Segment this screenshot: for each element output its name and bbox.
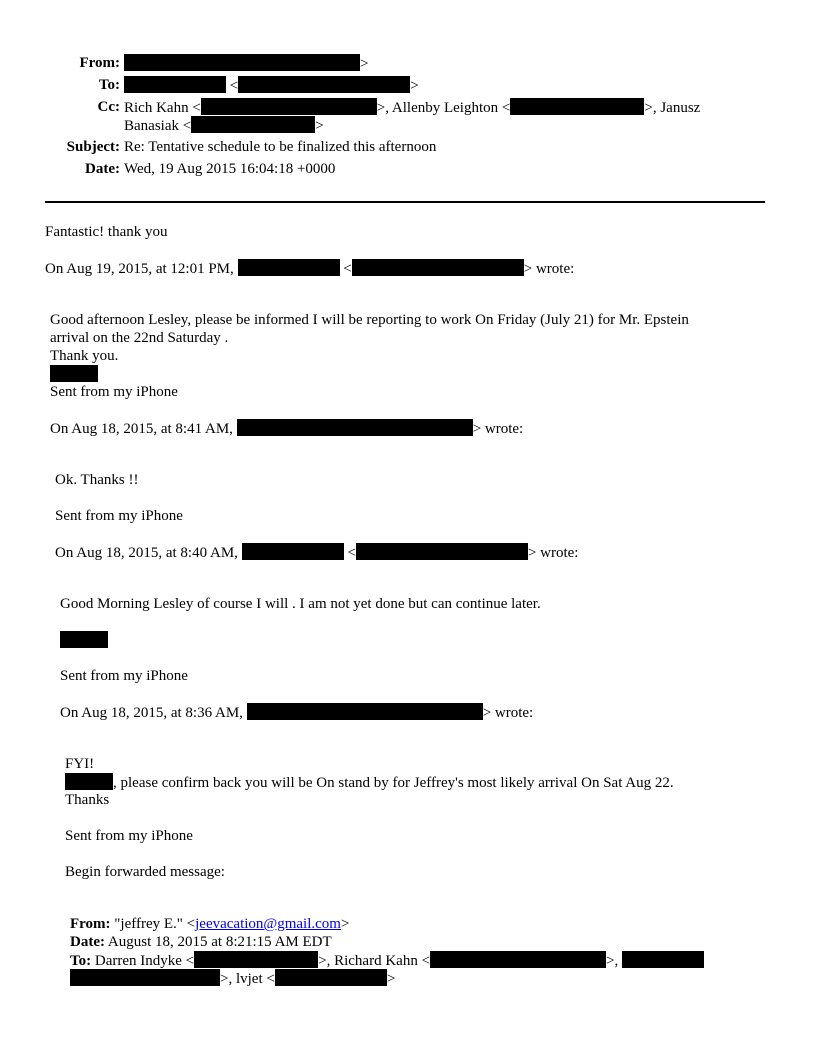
from-label: From:: [79, 55, 120, 71]
redaction: [242, 543, 344, 560]
fwd-to-line2: >, lvjet < >: [70, 969, 395, 988]
redaction: [238, 259, 340, 276]
quote-2-sent: Sent from my iPhone: [55, 508, 183, 524]
fwd-from: From: "jeffrey E." <jeevacation@gmail.com>: [70, 916, 350, 932]
redaction: [237, 419, 473, 436]
quote-4-confirm: , please confirm back you will be On stand by for Jeffrey's most likely arrival On Sat Aug 22.: [65, 773, 674, 792]
redaction: [70, 969, 220, 986]
to-value: < >: [124, 76, 419, 95]
fwd-to: To: Darren Indyke < >, Richard Kahn < >,: [70, 951, 704, 970]
redaction: [50, 365, 98, 382]
cc-label: Cc:: [97, 99, 120, 115]
redaction: [510, 98, 644, 115]
subject-value: Re: Tentative schedule to be finalized this afternoon: [124, 139, 437, 155]
quote-2-text: Ok. Thanks !!: [55, 472, 139, 488]
reply-text: Fantastic! thank you: [45, 224, 168, 240]
quote-3-sent: Sent from my iPhone: [60, 668, 188, 684]
redaction: [65, 773, 113, 790]
redaction: [194, 951, 318, 968]
cc-value: Rich Kahn < >, Allenby Leighton < >, Janusz: [124, 100, 701, 116]
quote-header-2: On Aug 18, 2015, at 8:41 AM, > wrote:: [50, 421, 524, 437]
cc-value-line2: Banasiak < >: [124, 118, 324, 134]
quote-3-signature: [60, 631, 108, 650]
quote-3-text: Good Morning Lesley of course I will . I am not yet done but can continue later.: [60, 596, 541, 612]
quote-4-thanks: Thanks: [65, 792, 110, 808]
redaction: [356, 543, 528, 560]
begin-forwarded: Begin forwarded message:: [65, 864, 225, 880]
from-value: >: [124, 54, 368, 73]
redaction: [238, 76, 410, 93]
subject-label: Subject:: [66, 139, 120, 155]
redaction: [622, 951, 704, 968]
quote-header-4: On Aug 18, 2015, at 8:36 AM, > wrote:: [60, 705, 534, 721]
redaction: [247, 703, 483, 720]
redaction: [124, 54, 360, 71]
quote-header-3: On Aug 18, 2015, at 8:40 AM, < > wrote:: [55, 545, 579, 561]
redaction: [275, 969, 387, 986]
to-label: To:: [98, 77, 120, 93]
redaction: [430, 951, 606, 968]
quote-4-sent: Sent from my iPhone: [65, 828, 193, 844]
quote-4-fyi: FYI!: [65, 756, 95, 772]
redaction: [201, 98, 377, 115]
fwd-from-email-link[interactable]: jeevacation@gmail.com: [195, 916, 341, 932]
header-divider: [45, 201, 765, 203]
redaction: [191, 116, 315, 133]
redaction: [124, 76, 226, 93]
quote-1-sent: Sent from my iPhone: [50, 384, 178, 400]
fwd-date: Date: August 18, 2015 at 8:21:15 AM EDT: [70, 934, 332, 950]
quote-1-line-1: Good afternoon Lesley, please be informed I will be reporting to work On Friday (July 21) for Mr. Epstein: [50, 312, 689, 328]
redaction: [60, 631, 108, 648]
quote-1-signature: [50, 365, 98, 384]
date-label: Date:: [85, 161, 120, 177]
redaction: [352, 259, 524, 276]
quote-header-1: On Aug 19, 2015, at 12:01 PM, < > wrote:: [45, 261, 575, 277]
quote-1-line-3: Thank you.: [50, 348, 119, 364]
quote-1-line-2: arrival on the 22nd Saturday .: [50, 330, 229, 346]
date-value: Wed, 19 Aug 2015 16:04:18 +0000: [124, 161, 336, 177]
